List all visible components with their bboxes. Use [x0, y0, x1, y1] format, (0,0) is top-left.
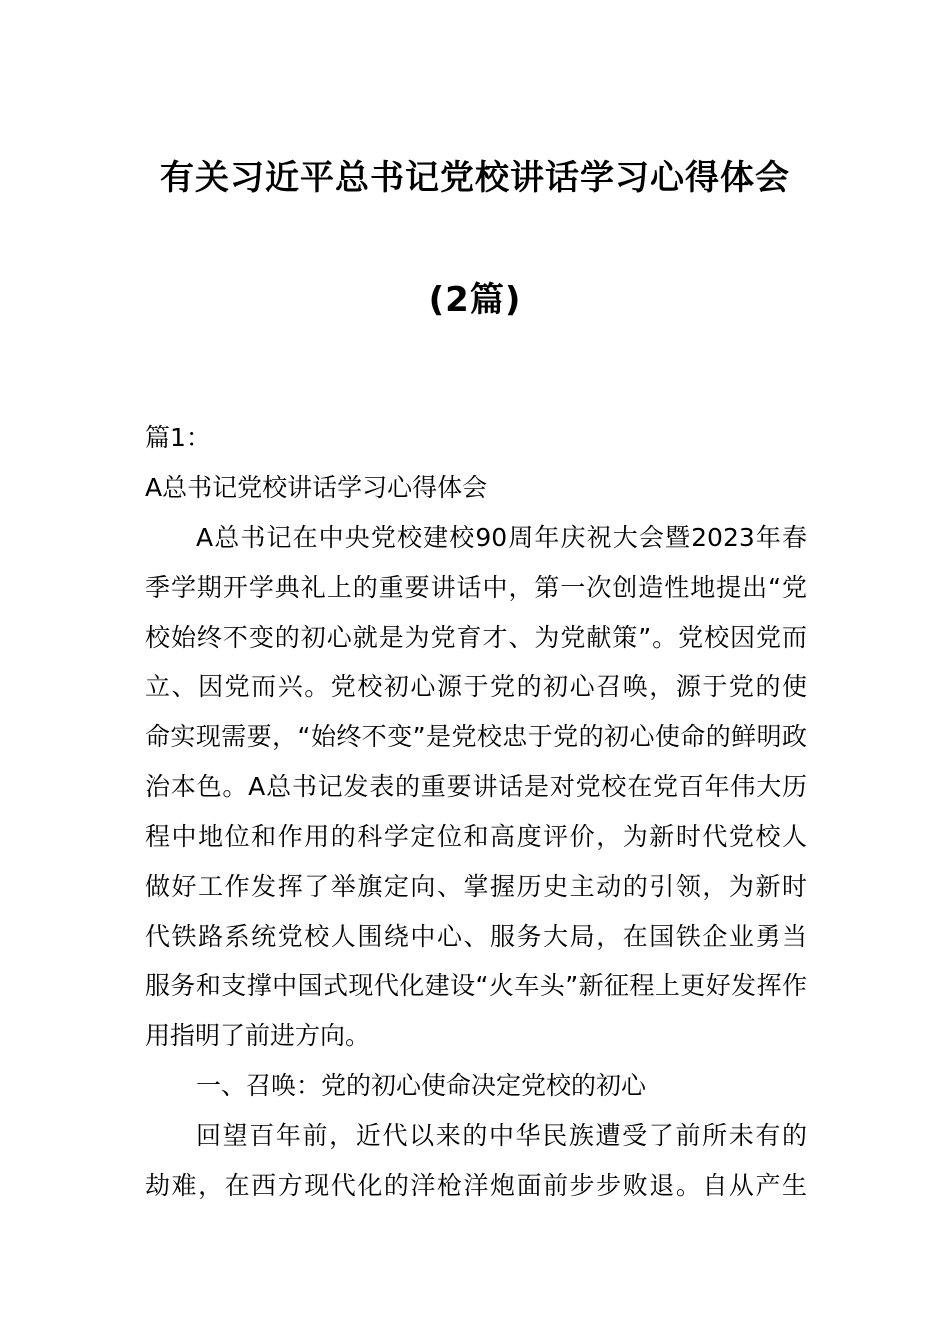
document-title: 有关习近平总书记党校讲话学习心得体会 [160, 158, 790, 198]
paragraph-line: 回望百年前，近代以来的中华民族遭受了前所未有的 [196, 1121, 807, 1150]
paragraph-line: 服务和支撑中国式现代化建设“火车头”新征程上更好发挥作 [145, 971, 807, 1000]
paragraph-line: 程中地位和作用的科学定位和高度评价，为新时代党校人 [145, 822, 807, 851]
paragraph-line: 治本色。A总书记发表的重要讲话是对党校在党百年伟大历 [145, 772, 807, 801]
paragraph-line: 季学期开学典礼上的重要讲话中，第一次创造性地提出“党 [145, 573, 807, 602]
paragraph-line: 校始终不变的初心就是为党育才、为党献策”。党校因党而 [145, 623, 807, 652]
paragraph-line: A总书记在中央党校建校90周年庆祝大会暨2023年春 [196, 523, 807, 552]
paragraph-line: 劫难，在西方现代化的洋枪洋炮面前步步败退。自从产生 [145, 1171, 807, 1200]
paragraph-line: 代铁路系统党校人围绕中心、服务大局，在国铁企业勇当 [145, 922, 807, 951]
document-subtitle: (2篇) [428, 280, 522, 320]
article-title: A总书记党校讲话学习心得体会 [145, 473, 488, 502]
paragraph-line: 立、因党而兴。党校初心源于党的初心召唤，源于党的使 [145, 672, 807, 701]
section-label: 篇1： [145, 423, 211, 452]
section-heading: 一、召唤：党的初心使命决定党校的初心 [196, 1071, 647, 1100]
paragraph-line: 命实现需要，“始终不变”是党校忠于党的初心使命的鲜明政 [145, 722, 807, 751]
paragraph-line: 用指明了前进方向。 [145, 1021, 371, 1050]
paragraph-line: 做好工作发挥了举旗定向、掌握历史主动的引领，为新时 [145, 872, 807, 901]
